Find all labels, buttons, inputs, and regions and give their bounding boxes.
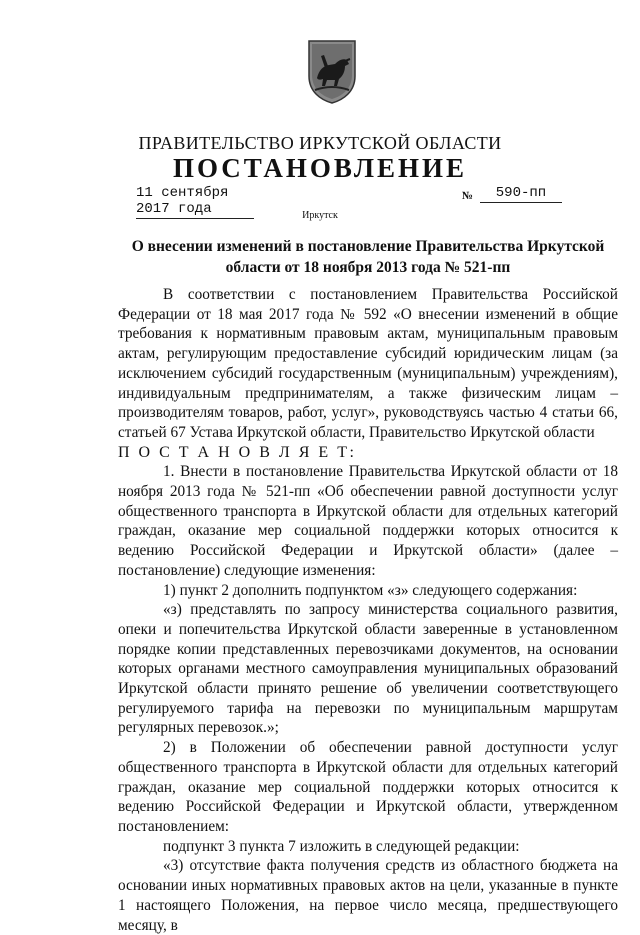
clause-1-2: 2) в Положении об обеспечении равной доступности услуг общественного транспорта в Иркутской области для отдельных категорий граждан, оказание мер социальной поддержки которых относится к ведению Российской Федерации и Иркутской области, утвержденном постановлением: (118, 739, 618, 835)
government-name: ПРАВИТЕЛЬСТВО ИРКУТСКОЙ ОБЛАСТИ (138, 133, 502, 153)
irkutsk-coat-of-arms-icon (305, 38, 359, 104)
clause-1-1: 1) пункт 2 дополнить подпунктом «з» следующего содержания: (163, 581, 578, 599)
clause-1-2-b: «3) отсутствие факта получения средств из областного бюджета на основании иных нормативных правовых актов на цели, указанные в пункте 1 настоящего Положения, на первое число месяца, предшествующего месяцу, в (118, 857, 618, 934)
city: Иркутск (302, 210, 338, 221)
preamble: В соответствии с постановлением Правительства Российской Федерации от 18 мая 2017 года № 592 «О внесении изменений в общие требования к нормативным правовым актам, муниципальным правовым актам, регулирующим предоставление субсидий юридическим лицам (за исключением субсидий государственным (муниципальным) учреждениям), индивидуальным предпринимателям, а также физическим лицам – производителям товаров, работ, услуг», руководствуясь частью 4 статьи 66, статьей 67 Устава Иркутской области, Правительство Иркутской области (118, 286, 618, 441)
clause-1: 1. Внести в постановление Правительства Иркутской области от 18 ноября 2013 года № 521-пп «Об обеспечении равной доступности услуг общественного транспорта в Иркутской области для отдельных категорий граждан, оказание мер социальной поддержки которых относится к ведению Российской Федерации и Иркутской области» (далее – постановление) следующие изменения: (118, 463, 618, 579)
document-body (118, 285, 618, 935)
document-title: О внесении изменений в постановление Правительства Иркутской области от 18 ноября 2013 года № 521-пп (131, 238, 605, 276)
document-date: 11 сентября 2017 года (136, 185, 254, 219)
resolves-heading: П О С Т А Н О В Л Я Е Т: (118, 443, 357, 461)
document-number: 590-пп (480, 185, 562, 203)
clause-1-2-a: подпункт 3 пункта 7 изложить в следующей редакции: (163, 837, 520, 855)
number-label: № (462, 190, 474, 202)
document-type: ПОСТАНОВЛЕНИЕ (172, 153, 468, 183)
clause-1-1-text: «з) представлять по запросу министерства социального развития, опеки и попечительства Иркутской области заверенные в установленном порядке копии представленных перевозчиками документов, на основании которых органами местного самоуправления муниципальных образований Иркутской области принято решение об увеличении соответствующего регулируемого тарифа на перевозки по муниципальным маршрутам регулярных перевозок.»; (118, 601, 618, 737)
